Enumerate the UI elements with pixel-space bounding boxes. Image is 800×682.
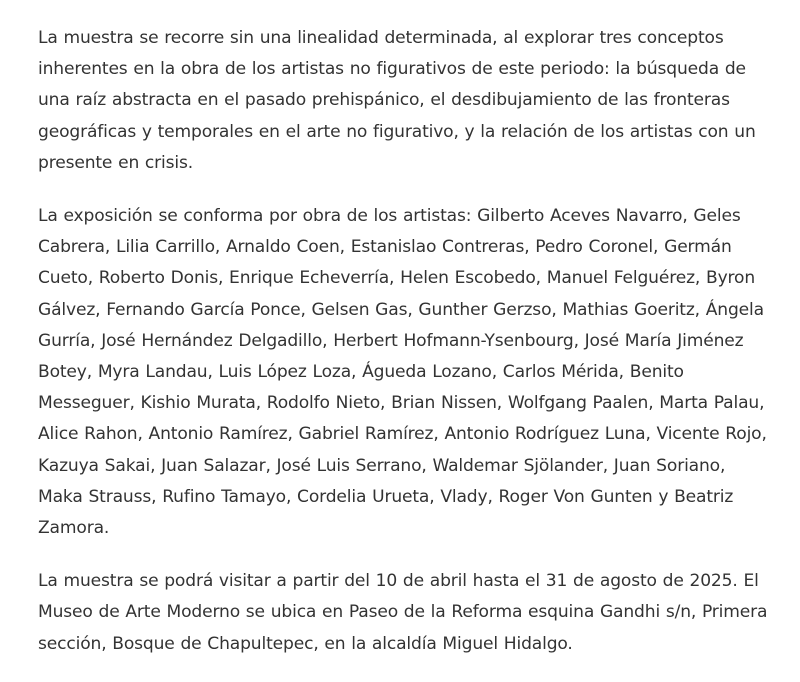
paragraph-concepts: La muestra se recorre sin una linealidad determinada, al explorar tres conceptos inherentes en la obra de los artistas no figurativos de este periodo: la búsqueda de una raíz abstracta en el pasado prehispánico, el desdibujamiento de las fronteras geográficas y temporales en el arte no figurativo, y la relación de los artistas con un presente en crisis. — [38, 28, 756, 173]
paragraph-visit-info: La muestra se podrá visitar a partir del 10 de abril hasta el 31 de agosto de 2025. El Museo de Arte Moderno se ubica en Paseo de la Reforma esquina Gandhi s/n, Primera sección, Bosque de Chapultepec, en la alcaldía Miguel Hidalgo. — [38, 571, 768, 654]
article-body — [38, 23, 773, 682]
paragraph-artists: La exposición se conforma por obra de los artistas: Gilberto Aceves Navarro, Geles Cabrera, Lilia Carrillo, Arnaldo Coen, Estanislao Contreras, Pedro Coronel, Germán Cueto, Roberto Donis, Enrique Echeverría, Helen Escobedo, Manuel Felguérez, Byron Gálvez, Fernando García Ponce, Gelsen Gas, Gunther Gerzso, Mathias Goeritz, Ángela Gurría, José Hernández Delgadillo, Herbert Hofmann-Ysenbourg, José María Jiménez Botey, Myra Landau, Luis López Loza, Águeda Lozano, Carlos Mérida, Benito Messeguer, Kishio Murata, Rodolfo Nieto, Brian Nissen, Wolfgang Paalen, Marta Palau, Alice Rahon, Antonio Ramírez, Gabriel Ramírez, Antonio Rodríguez Luna, Vicente Rojo, Kazuya Sakai, Juan Salazar, José Luis Serrano, Waldemar Sjölander, Juan Soriano, Maka Strauss, Rufino Tamayo, Cordelia Urueta, Vlady, Roger Von Gunten y Beatriz Zamora. — [38, 206, 767, 539]
